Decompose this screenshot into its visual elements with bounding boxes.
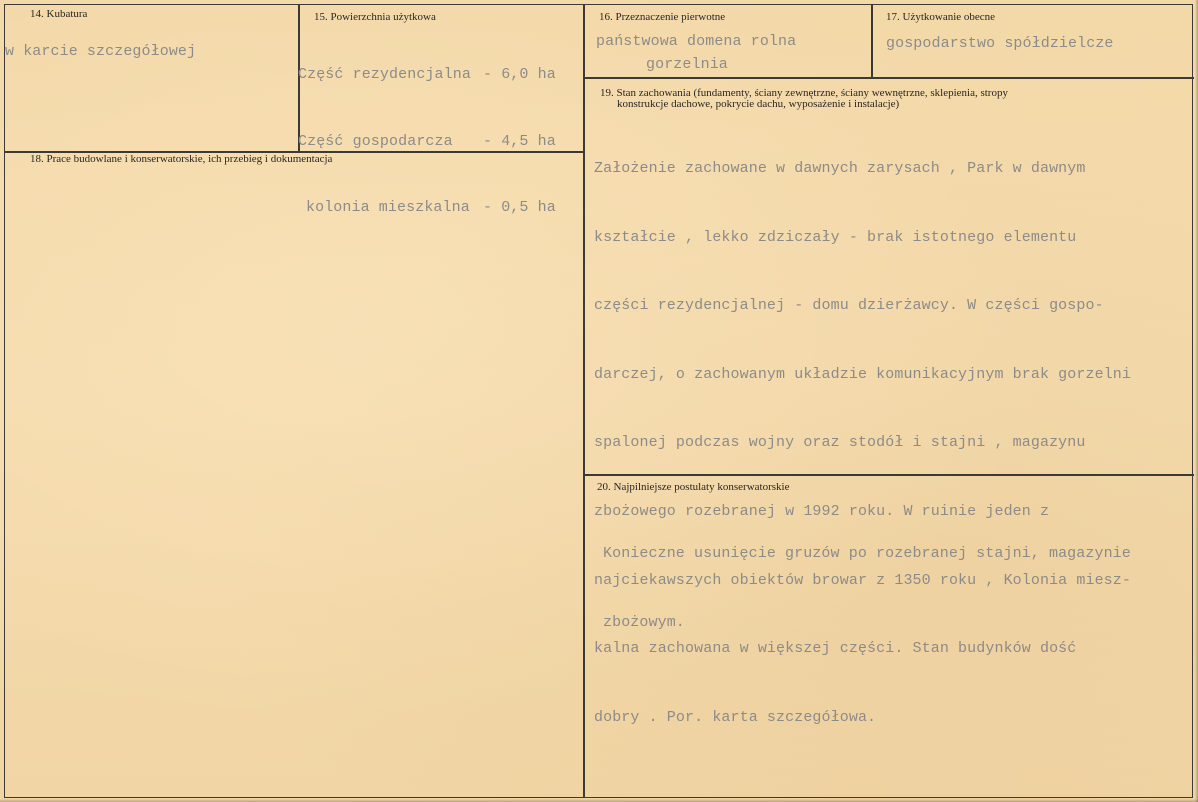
top-border <box>4 4 1193 5</box>
area-row <box>298 64 583 87</box>
field-18-label: 18. Prace budowlane i konserwatorskie, ich przebieg i dokumentacja <box>30 153 333 165</box>
divider-left-right <box>583 4 585 798</box>
bottom-border <box>4 797 1193 798</box>
field-19-label-line-1: 19. Stan zachowania (fundamenty, ściany zewnętrzne, ściany wewnętrzne, sklepienia, stropy <box>600 87 1008 99</box>
area-row <box>298 131 583 154</box>
field-17-value: gospodarstwo spółdzielcze <box>886 35 1114 52</box>
area-row-name: kolonia mieszkalna <box>306 199 470 216</box>
text-line: zbożowego rozebranej w 1992 roku. W ruinie jeden z <box>594 502 1050 520</box>
field-16-value-line-2: gorzelnia <box>646 56 728 73</box>
field-16-value-line-1: państwowa domena rolna <box>596 33 797 50</box>
field-20-text <box>603 498 1193 679</box>
left-border <box>4 4 5 798</box>
area-row-name: Część gospodarcza <box>298 132 453 150</box>
field-14-value: w karcie szczegółowej <box>5 43 197 60</box>
area-row-value: - 4,5 ha <box>483 132 556 150</box>
field-15-label: 15. Powierzchnia użytkowa <box>314 11 436 23</box>
text-line: części rezydencjalnej - domu dzierżawcy. W części gospo- <box>594 297 1104 315</box>
field-15-area-table <box>298 20 583 264</box>
text-line: dobry . Por. karta szczegółowa. <box>594 708 877 726</box>
text-line: spalonej podczas wojny oraz stodół i stajni , magazynu <box>594 434 1086 452</box>
divider-under-16-17 <box>583 77 1194 79</box>
text-line: kształcie , lekko zdziczały - brak istotnego elementu <box>594 228 1077 246</box>
divider-16-17 <box>871 4 873 78</box>
area-row <box>298 197 583 220</box>
field-20-label: 20. Najpilniejsze postulaty konserwatorskie <box>597 481 790 493</box>
field-14-label: 14. Kubatura <box>30 8 88 20</box>
area-row-value: - 0,5 ha <box>483 199 556 216</box>
text-line: Konieczne usunięcie gruzów po rozebranej stajni, magazynie <box>603 545 1131 562</box>
text-line: kalna zachowana w większej części. Stan budynków dość <box>594 640 1077 658</box>
area-row-value: - 6,0 ha <box>483 66 556 83</box>
text-line: najciekawszych obiektów browar z 1350 roku , Kolonia miesz- <box>594 571 1131 589</box>
field-16-label: 16. Przeznaczenie pierwotne <box>599 11 726 23</box>
field-19-label-line-2: konstrukcje dachowe, pokrycie dachu, wyposażenie i instalacje) <box>617 98 900 110</box>
text-line: Założenie zachowane w dawnych zarysach , Park w dawnym <box>594 160 1086 177</box>
text-line: zbożowym. <box>603 613 685 631</box>
field-17-label: 17. Użytkowanie obecne <box>886 11 996 23</box>
text-line: darczej, o zachowanym układzie komunikacyjnym brak gorzelni <box>594 365 1131 383</box>
area-row-name: Część rezydencjalna <box>298 66 471 83</box>
